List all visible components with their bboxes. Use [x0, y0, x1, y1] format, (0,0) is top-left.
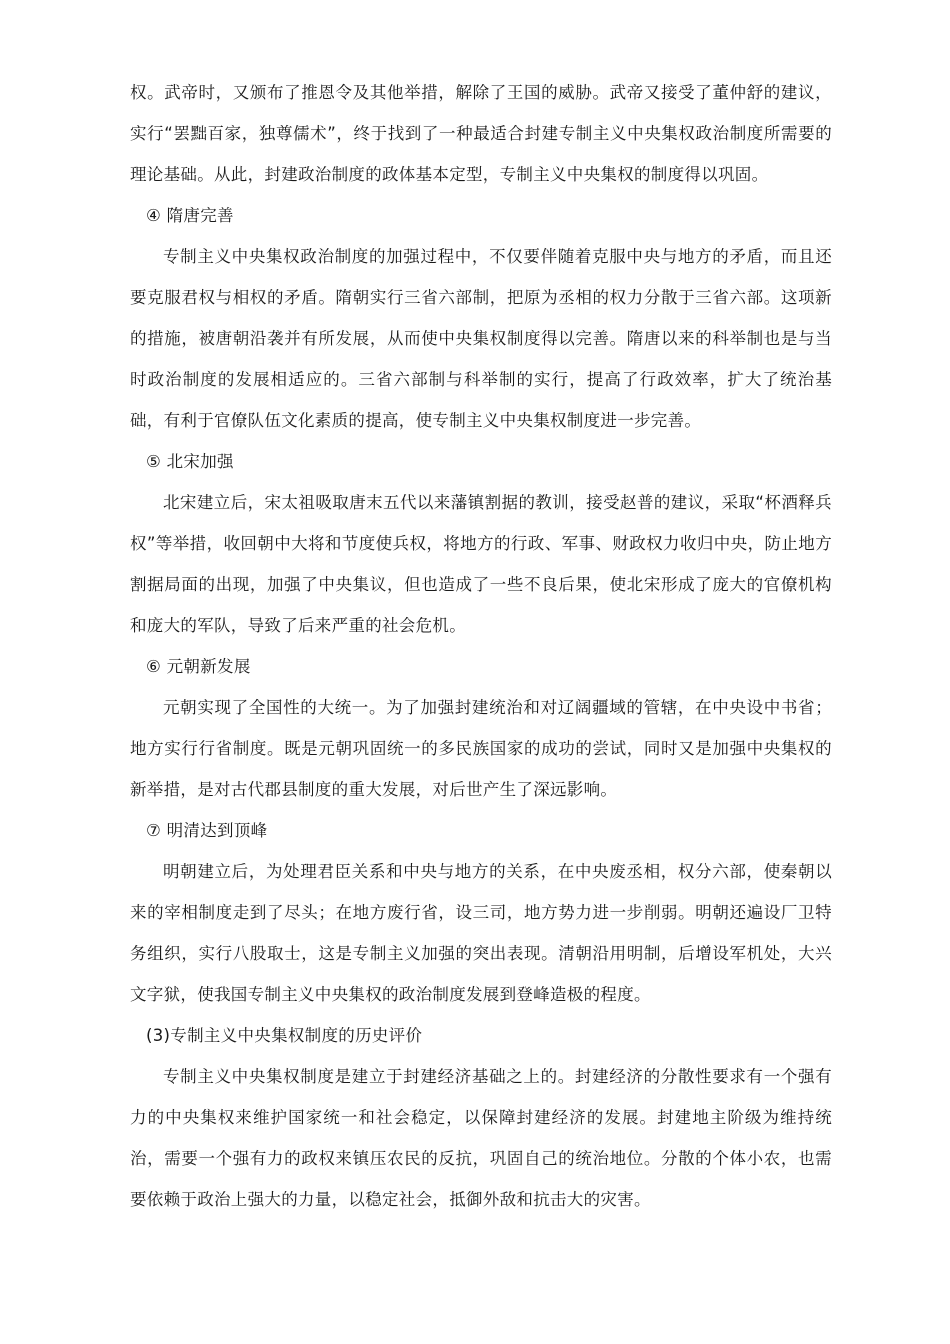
section-heading-yuan: ⑥ 元朝新发展 — [146, 657, 251, 676]
section-heading-northern-song: ⑤ 北宋加强 — [146, 452, 234, 471]
paragraph-han-emperor-wu: 权。武帝时，又颁布了推恩令及其他举措，解除了王国的威胁。武帝又接受了董仲舒的建议，实行“罢黜百家，独尊儒术”，终于找到了一种最适合封建专制主义中央集权政治制度所需要的理论基础。从此，封建政治制度的政体基本定型，专制主义中央集权的制度得以巩固。 — [130, 83, 832, 184]
paragraph-ming-qing: 明朝建立后，为处理君臣关系和中央与地方的关系，在中央废丞相，权分六部，使秦朝以来的宰相制度走到了尽头；在地方废行省，设三司，地方势力进一步削弱。明朝还遍设厂卫特务组织，实行八股取士，这是专制主义加强的突出表现。清朝沿用明制，后增设军机处，大兴文字狱，使我国专制主义中央集权的政治制度发展到登峰造极的程度。 — [130, 862, 832, 1004]
paragraph-northern-song: 北宋建立后，宋太祖吸取唐末五代以来藩镇割据的教训，接受赵普的建议，采取“杯酒释兵权”等举措，收回朝中大将和节度使兵权，将地方的行政、军事、财政权力收归中央，防止地方割据局面的出现，加强了中央集议，但也造成了一些不良后果，使北宋形成了庞大的官僚机构和庞大的军队，导致了后来严重的社会危机。 — [130, 493, 832, 635]
section-heading-evaluation: (3)专制主义中央集权制度的历史评价 — [146, 1026, 423, 1045]
paragraph-yuan: 元朝实现了全国性的大统一。为了加强封建统治和对辽阔疆域的管辖，在中央设中书省；地方实行行省制度。既是元朝巩固统一的多民族国家的成功的尝试，同时又是加强中央集权的新举措，是对古代郡县制度的重大发展，对后世产生了深远影响。 — [130, 698, 832, 799]
paragraph-sui-tang: 专制主义中央集权政治制度的加强过程中，不仅要伴随着克服中央与地方的矛盾，而且还要克服君权与相权的矛盾。隋朝实行三省六部制，把原为丞相的权力分散于三省六部。这项新的措施，被唐朝沿袭并有所发展，从而使中央集权制度得以完善。隋唐以来的科举制也是与当时政治制度的发展相适应的。三省六部制与科举制的实行，提高了行政效率，扩大了统治基础，有利于官僚队伍文化素质的提高，使专制主义中央集权制度进一步完善。 — [130, 247, 832, 430]
paragraph-evaluation: 专制主义中央集权制度是建立于封建经济基础之上的。封建经济的分散性要求有一个强有力的中央集权来维护国家统一和社会稳定，以保障封建经济的发展。封建地主阶级为维持统治，需要一个强有力的政权来镇压农民的反抗，巩固自己的统治地位。分散的个体小农，也需要依赖于政治上强大的力量，以稳定社会，抵御外敌和抗击大的灾害。 — [130, 1067, 832, 1209]
section-heading-sui-tang: ④ 隋唐完善 — [146, 206, 234, 225]
section-heading-ming-qing: ⑦ 明清达到顶峰 — [146, 821, 268, 840]
document-page — [130, 72, 832, 1220]
